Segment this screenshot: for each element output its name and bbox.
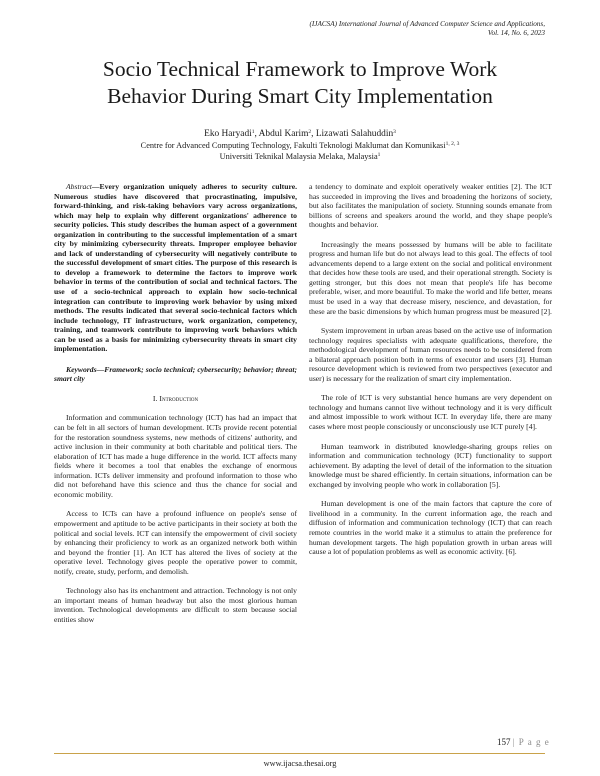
title-line-2: Behavior During Smart City Implementation	[107, 84, 493, 108]
page-number	[497, 736, 550, 748]
affiliation-line-1-sup: 1, 2, 3	[445, 141, 460, 147]
footer-divider	[54, 753, 545, 754]
abstract	[54, 182, 297, 354]
author-3-sup: 3	[393, 129, 396, 135]
author-1-sup: 1	[251, 129, 255, 135]
section-heading-introduction: I. Introduction	[152, 393, 199, 403]
paragraph: The role of ICT is very substantial hence humans are very dependent on technology and humans cannot live without technology and it is very difficult and almost impossible to work without ICT. In everyday life, there are many cases where most people consciously or unconsciously use ICT purely [4].	[309, 393, 552, 432]
page-number-value: 157	[497, 737, 511, 747]
right-column	[309, 182, 552, 557]
left-column	[54, 182, 297, 624]
paragraph: Increasingly the means possessed by humans will be able to facilitate progress and human life but do not always lead to this goal. The effects of tool advancements depend to a large extent on the social and political environment that decides how these tools are used, and their operational strength. Society is getting stronger, but this does not mean that people's life has become preferable, wiser, and more beautiful. To make the world and life better, means must be used in a way that decrease misery, nescience, and devastation, for these are the basic dimensions by which human progress must be measured [2].	[309, 239, 552, 316]
journal-volume: Vol. 14, No. 6, 2023	[487, 29, 545, 37]
author-1: Eko Haryadi	[204, 129, 252, 139]
journal-name: (IJACSA) International Journal of Advanced Computer Science and Applications,	[309, 20, 545, 28]
author-2: Abdul Karim	[258, 129, 309, 139]
affiliation-line-1: Centre for Advanced Computing Technology, Fakulti Teknologi Maklumat dan Komunikasi	[140, 141, 446, 150]
abstract-text: —Every organization uniquely adheres to security culture. Numerous studies have discovered that procrastinating, impulsive, forward-thinking, and risk-taking behaviors vary across organizations, which may help to explain why different organizations' adherence to security policies. This study describes the human aspect of a government organization in contributing to the successful implementation of a smart city by minimizing cybersecurity threats. Improper employee behavior and lack of understanding of cybersecurity will negatively contribute to the successful development of smart cities. The purpose of this research is to develop a framework to determine the factors to improve work behavior in terms of the contribution of social and technical factors. The use of a socio-technical approach to explain how socio-technical integration can contribute to improving work behavior by using mixed methods. The results indicated that several socio-technical factors which include technology, IT infrastructure, work organization, competency, training, and teamwork contribute to improving work behaviors which can be used as a basis for minimizing cybersecurity threats in smart city implementation.	[54, 182, 297, 354]
journal-header	[185, 20, 545, 38]
paragraph: a tendency to dominate and exploit operatively weaker entities [2]. The ICT has succeeded in improving the lives and broadening the horizons of society, but also facilitates the manipulation of society. Stunning sounds emanate from billions of screens and speakers around the world, and they shape people's thoughts and behavior.	[309, 182, 552, 230]
title-line-1: Socio Technical Framework to Improve Work	[102, 57, 498, 81]
paragraph: Access to ICTs can have a profound influence on people's sense of empowerment and aptitude to be active participants in their society at both the political and social levels. ICT can intensify the empowerment of civil society by enhancing their proficiency to work as an organized network both within and beyond the frontier [1]. An ICT has altered the lives of society at the operative level. Technology gives people the operative power to commit, notify, create, study, perform, and demolish.	[54, 509, 297, 576]
keywords-label: Keywords—	[66, 364, 105, 374]
author-3: Lizawati Salahuddin	[315, 129, 394, 139]
affiliation-line-2: Universiti Teknikal Malaysia Melaka, Malaysia	[219, 152, 378, 161]
paragraph: Human teamwork in distributed knowledge-sharing groups relies on information and communication technology (ICT) functionality to support achievement. By adapting the level of detail of the information to the situation knowledge must be shared efficiently. In certain situations, information can be exchanged by involving people who work in collaboration [5].	[309, 441, 552, 489]
author-list: Eko Haryadi$^1$, Abdul Karim$^2$, Lizawati Salahuddin$^3$	[204, 129, 396, 139]
paragraph: Information and communication technology (ICT) has had an impact that can be felt in all sectors of human development. ICTs provide recent potential for the restoration soundness systems, new methods of citizens' authority, and active inclusion in their community at both charitable and political tiers. The elaboration of ICT has made a huge difference in the world. ICT affects many fields where it becomes a tool that enables the exchange of enormous information. ICTs deliver immensity and profound information to those who did not beforehand have this science and thus the chance for social and economic mobility.	[54, 413, 297, 499]
abstract-label: Abstract	[66, 182, 92, 191]
paragraph: System improvement in urban areas based on the active use of information technology requires specialists with adequate qualifications, therefore, the methodological development of human resources needs to be considered from a bilateral approach position both in terms of executor and users [3]. Human resource development which is reviewed from two perspectives (executor and user) is necessary for the realization of smart city implementation.	[309, 326, 552, 383]
author-2-sup: 2	[308, 129, 312, 135]
affiliation-line-2-sup: 1	[377, 152, 381, 158]
page-label: | P a g e	[512, 737, 550, 747]
keywords-text: Framework; socio technical; cybersecurity; behavior; threat; smart city	[54, 364, 297, 384]
paper-title	[40, 56, 560, 110]
affiliation	[40, 140, 560, 162]
journal-website: www.ijacsa.thesai.org	[263, 759, 337, 768]
paragraph: Technology also has its enchantment and attraction. Technology is not only an important means of human headway but also the most glorious human invention. Technological developments are difficult to stem because social entities show	[54, 586, 297, 624]
keywords	[54, 365, 297, 384]
paragraph: Human development is one of the main factors that capture the core of livelihood in a community. In the current information age, the reach and diffusion of information and communication technology (ICT) that can reach remote countries in the world make it a stimulus to attain the preference for human development targets. The high population growth in urban areas will cause a lot of population problems as well as economic activity. [6].	[309, 499, 552, 557]
